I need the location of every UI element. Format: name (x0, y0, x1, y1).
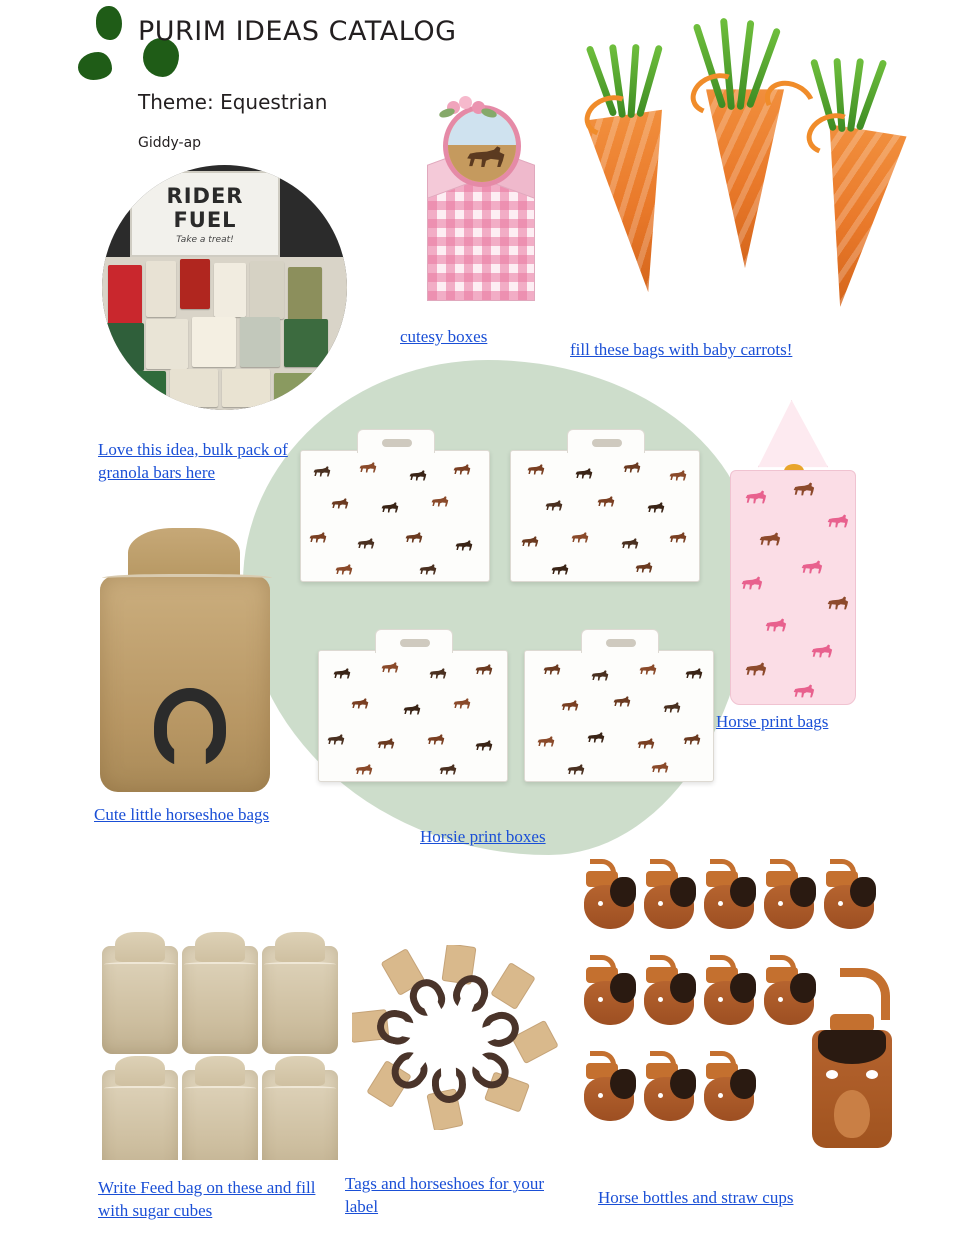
burlap-bag (102, 946, 178, 1054)
horse-straw-cup (760, 965, 818, 1027)
page-subtitle: Theme: Equestrian (138, 90, 328, 114)
carrot-treat-bags-photo (578, 18, 938, 328)
horse-bottle (812, 1030, 892, 1148)
page-tagline: Giddy-ap (138, 135, 202, 151)
burlap-bag (262, 1070, 338, 1160)
horse-pattern (301, 451, 489, 581)
sign-line-3: Take a treat! (176, 234, 234, 245)
horse-pattern (511, 451, 699, 581)
caption-link-horsie-print-boxes[interactable]: Horsie print boxes (420, 827, 546, 846)
horseshoe-icon (431, 1066, 466, 1103)
horse-bottles-and-cups-photo (572, 855, 902, 1175)
burlap-bag (182, 946, 258, 1054)
horse-straw-cup (760, 869, 818, 931)
horseshoe-tags-photo (352, 945, 560, 1130)
decorative-blob-icon (96, 6, 122, 40)
horse-pattern (319, 651, 507, 781)
horse-straw-cup (580, 869, 638, 931)
horse-straw-cup (580, 965, 638, 1027)
burlap-bag (102, 1070, 178, 1160)
horse-print-box (300, 450, 490, 582)
caption-link-horse-bottles[interactable]: Horse bottles and straw cups (598, 1188, 794, 1207)
horse-print-cello-bag-photo (722, 400, 862, 705)
horse-straw-cup (640, 965, 698, 1027)
caption-link-carrot-bags[interactable]: fill these bags with baby carrots! (570, 340, 793, 359)
kraft-tag (490, 962, 536, 1010)
bag-body (730, 470, 856, 705)
plaid-box-body (427, 183, 535, 301)
horse-straw-cup (820, 869, 878, 931)
rider-fuel-sign (130, 171, 280, 257)
burlap-bag (262, 946, 338, 1054)
horse-print-box (510, 450, 700, 582)
decorative-blob-icon (78, 52, 112, 80)
caption-link-horse-print-bags[interactable]: Horse print bags (716, 712, 829, 731)
caption-link-horseshoe-bags[interactable]: Cute little horseshoe bags (94, 805, 270, 824)
drawstring-cord (102, 574, 272, 584)
page-title: PURIM IDEAS CATALOG (138, 16, 457, 47)
caption-link-feed-bags[interactable]: Write Feed bag on these and fill with sugar cubes (98, 1178, 316, 1220)
horse-print-box (524, 650, 714, 782)
caption-link-granola-bars[interactable]: Love this idea, bulk pack of granola bars here (98, 440, 288, 482)
horse-straw-cup (580, 1061, 638, 1123)
horse-straw-cup (640, 869, 698, 931)
horseshoe-icon (154, 688, 226, 766)
horseshoe-burlap-bag-photo (90, 528, 280, 793)
cutesy-box-photo (415, 95, 547, 317)
bag-body (100, 576, 270, 792)
caption-link-tags-horseshoes[interactable]: Tags and horseshoes for your label (345, 1174, 544, 1216)
horse-pattern (525, 651, 713, 781)
sign-line-1: RIDER (166, 183, 244, 208)
horse-straw-cup (640, 1061, 698, 1123)
horse-straw-cup (700, 869, 758, 931)
flower-decoration-icon (445, 95, 491, 121)
caption-link-cutesy-boxes[interactable]: cutesy boxes (400, 327, 488, 346)
burlap-bag (182, 1070, 258, 1160)
horse-straw-cup (700, 965, 758, 1027)
feed-bags-photo (98, 930, 338, 1160)
horse-print-box (318, 650, 508, 782)
sign-line-2: FUEL (173, 207, 237, 232)
rider-fuel-snack-photo (102, 165, 347, 410)
horse-straw-cup (700, 1061, 758, 1123)
snack-tray (102, 257, 347, 410)
